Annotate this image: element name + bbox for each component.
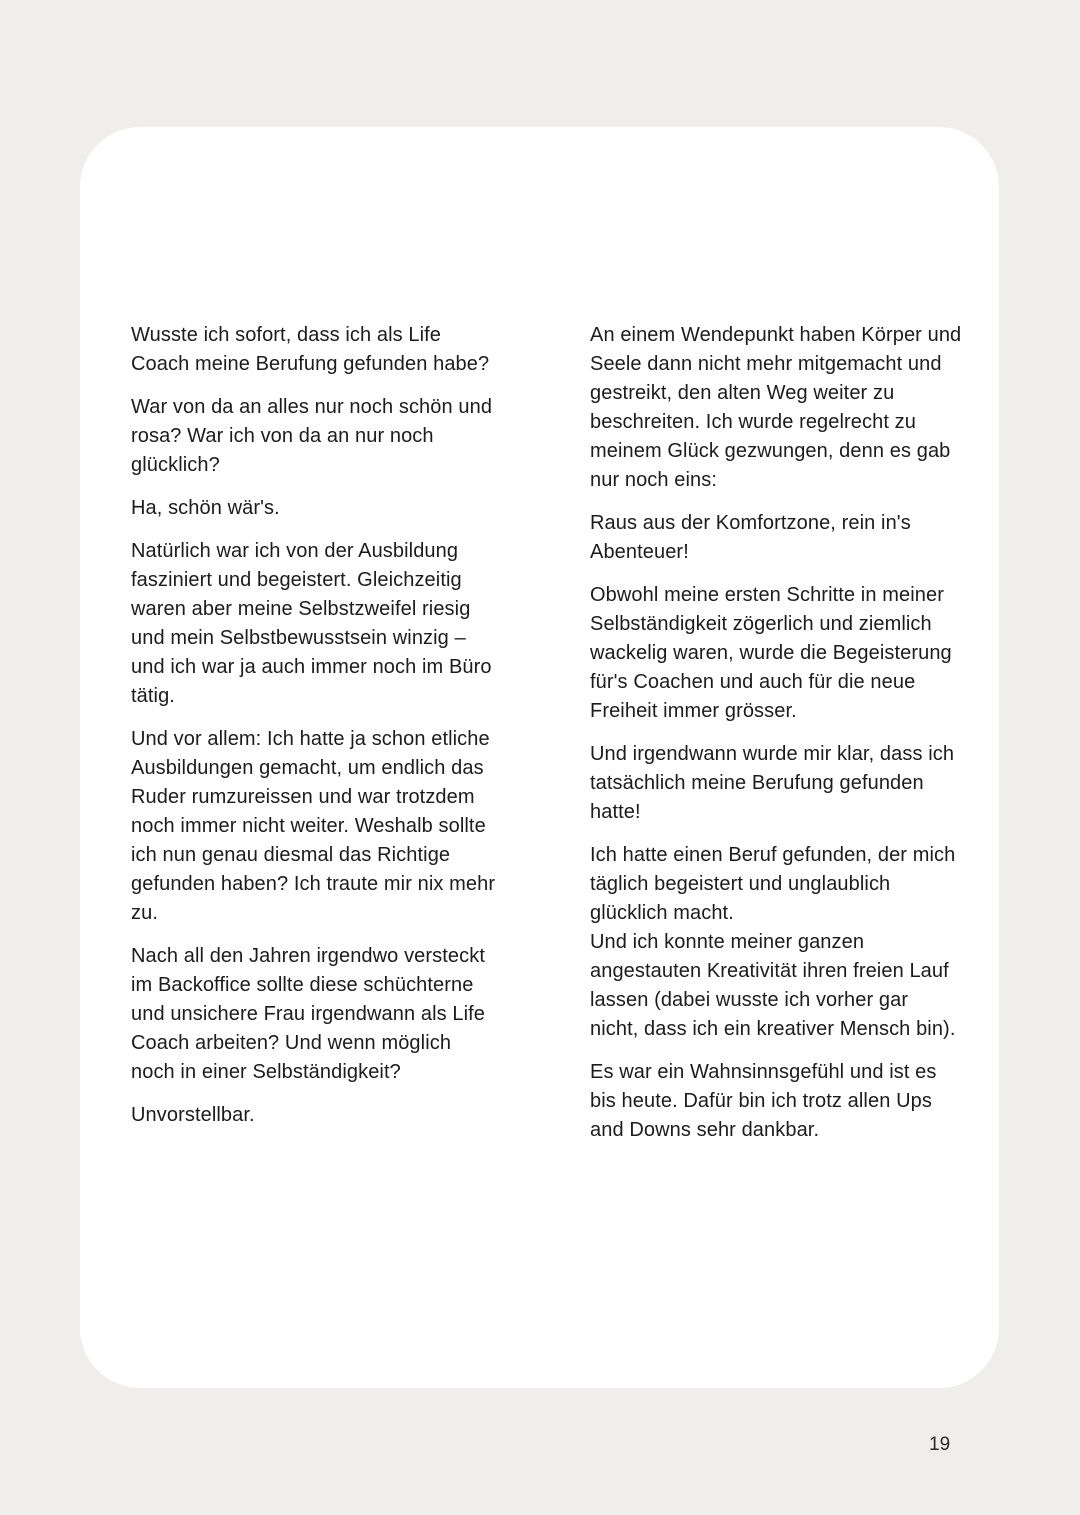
paragraph: Raus aus der Komfortzone, rein in's Abenteuer! bbox=[590, 512, 911, 563]
paragraph: War von da an alles nur noch schön und rosa? War ich von da an nur noch glücklich? bbox=[131, 396, 493, 476]
paragraph: Natürlich war ich von der Ausbildung fasziniert und begeistert. Gleichzeitig waren aber meine Selbstzweifel riesig und mein Selbstbewusstsein winzig – und ich war ja auch immer noch im Büro tätig. bbox=[131, 540, 492, 707]
paragraph-line: Ich hatte einen Beruf gefunden, der mich täglich begeistert und unglaublich glücklich macht. bbox=[590, 844, 956, 924]
content-card bbox=[80, 127, 999, 1388]
paragraph: An einem Wendepunkt haben Körper und Seele dann nicht mehr mitgemacht und gestreikt, den alten Weg weiter zu beschreiten. Ich wurde regelrecht zu meinem Glück gezwungen, denn es gab nur noch eins: bbox=[590, 324, 962, 491]
right-text-column bbox=[590, 321, 962, 1159]
paragraph: Wusste ich sofort, dass ich als Life Coach meine Berufung gefunden habe? bbox=[131, 324, 490, 375]
paragraph: Obwohl meine ersten Schritte in meiner Selbständigkeit zögerlich und ziemlich wackelig waren, wurde die Begeisterung für's Coachen und auch für die neue Freiheit immer grösser. bbox=[590, 584, 952, 722]
paragraph: Und irgendwann wurde mir klar, dass ich tatsächlich meine Berufung gefunden hatte! bbox=[590, 743, 955, 823]
paragraph bbox=[590, 841, 962, 1044]
paragraph: Es war ein Wahnsinnsgefühl und ist es bis heute. Dafür bin ich trotz allen Ups and Downs sehr dankbar. bbox=[590, 1061, 937, 1141]
paragraph: Ha, schön wär's. bbox=[131, 497, 280, 519]
paragraph-line: Und ich konnte meiner ganzen angestauten Kreativität ihren freien Lauf lassen (dabei wusste ich vorher gar nicht, dass ich ein kreativer Mensch bin). bbox=[590, 931, 956, 1040]
paragraph: Unvorstellbar. bbox=[131, 1104, 255, 1126]
paragraph: Und vor allem: Ich hatte ja schon etliche Ausbildungen gemacht, um endlich das Ruder rumzureissen und war trotzdem noch immer nicht weiter. Weshalb sollte ich nun genau diesmal das Richtige gefunden haben? Ich traute mir nix mehr zu. bbox=[131, 728, 496, 924]
paragraph: Nach all den Jahren irgendwo versteckt im Backoffice sollte diese schüchterne und unsichere Frau irgendwann als Life Coach arbeiten? Und wenn möglich noch in einer Selbständigkeit? bbox=[131, 945, 486, 1083]
left-text-column bbox=[131, 321, 496, 1144]
page-number: 19 bbox=[929, 1434, 951, 1455]
